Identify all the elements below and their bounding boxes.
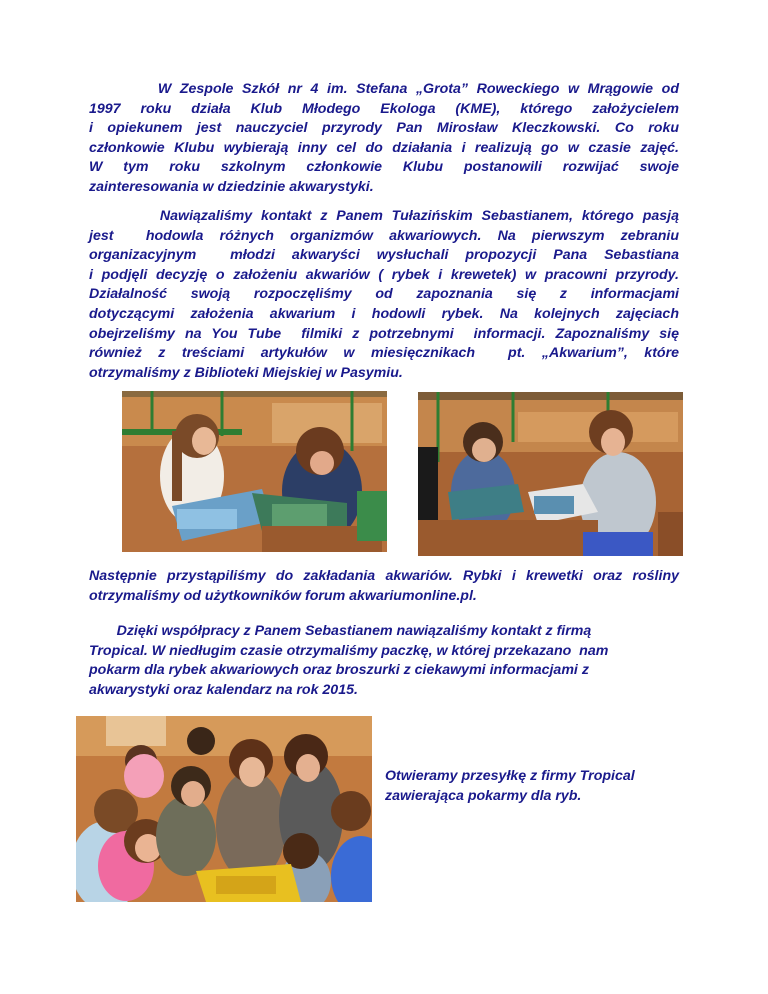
text-line: organizacyjnym młodzi akwaryści wysłuchali propozycji Pana Sebastiana	[89, 247, 679, 264]
text-line: Następnie przystąpiliśmy do zakładania akwariów. Rybki i krewetki oraz rośliny	[89, 568, 679, 584]
text-line: również z treściami artykułów w miesięcznikach pt. „Akwarium”, które	[89, 345, 679, 362]
text-line: i opiekunem jest nauczyciel przyrody Pan Mirosław Kleczkowski. Co roku	[89, 120, 679, 137]
text-line: otrzymaliśmy od użytkowników forum akwariumonline.pl.	[89, 587, 477, 604]
text-line: W tym roku szkolnym członkowie Klubu postanowili rozwijać swoje	[89, 159, 679, 176]
caption-line: zawierająca pokarmy dla ryb.	[385, 787, 582, 804]
photo-girls-reading	[122, 391, 387, 552]
paragraph-intro	[89, 80, 679, 198]
text-line: obejrzeliśmy na You Tube filmiki z potrzebnymi informacji. Zapoznaliśmy się	[89, 325, 679, 342]
text-line: Dzięki współpracy z Panem Sebastianem nawiązaliśmy kontakt z firmą	[89, 623, 592, 639]
text-line: dotyczącymi założenia akwarium i hodowli rybek. Na kolejnych zajęciach	[89, 305, 679, 322]
caption-line: Otwieramy przesyłkę z firmy Tropical	[385, 768, 635, 784]
text-line: otrzymaliśmy z Biblioteki Miejskiej w Pasymiu.	[89, 364, 403, 381]
text-line: pokarm dla rybek akwariowych oraz broszurki z ciekawymi informacjami z	[89, 662, 589, 679]
paragraph-setup	[89, 567, 679, 606]
paragraph-contact	[89, 207, 679, 383]
photo-caption	[385, 767, 635, 806]
photo-children-reading-image	[418, 392, 683, 556]
text-line: członkowie Klubu wybierają inny cel do działania i realizują go w czasie zajęć.	[89, 139, 679, 156]
text-line: Tropical. W niedługim czasie otrzymaliśmy paczkę, w której przekazano nam	[89, 642, 609, 659]
text-line: Działalność swoją rozpoczęliśmy od zapoznania się z informacjami	[89, 286, 679, 303]
text-line: 1997 roku działa Klub Młodego Ekologa (KME), którego założycielem	[89, 100, 679, 117]
text-line: W Zespole Szkół nr 4 im. Stefana „Grota” Roweckiego w Mrągowie od	[89, 81, 679, 97]
photo-children-reading	[418, 392, 683, 556]
photo-group-package-image	[76, 716, 372, 902]
text-line: Nawiązaliśmy kontakt z Panem Tułazińskim Sebastianem, którego pasją	[89, 208, 679, 224]
text-line: zainteresowania w dziedzinie akwarystyki.	[89, 178, 374, 195]
text-line: akwarystyki oraz kalendarz na rok 2015.	[89, 681, 358, 698]
text-line: jest hodowla różnych organizmów akwariowych. Na pierwszym zebraniu	[89, 227, 679, 244]
text-line: i podjęli decyzję o założeniu akwariów ( rybek i krewetek) w pracowni przyrody.	[89, 266, 679, 283]
paragraph-tropical	[89, 622, 644, 700]
photo-girls-reading-image	[122, 391, 387, 552]
photo-group-package	[76, 716, 372, 902]
